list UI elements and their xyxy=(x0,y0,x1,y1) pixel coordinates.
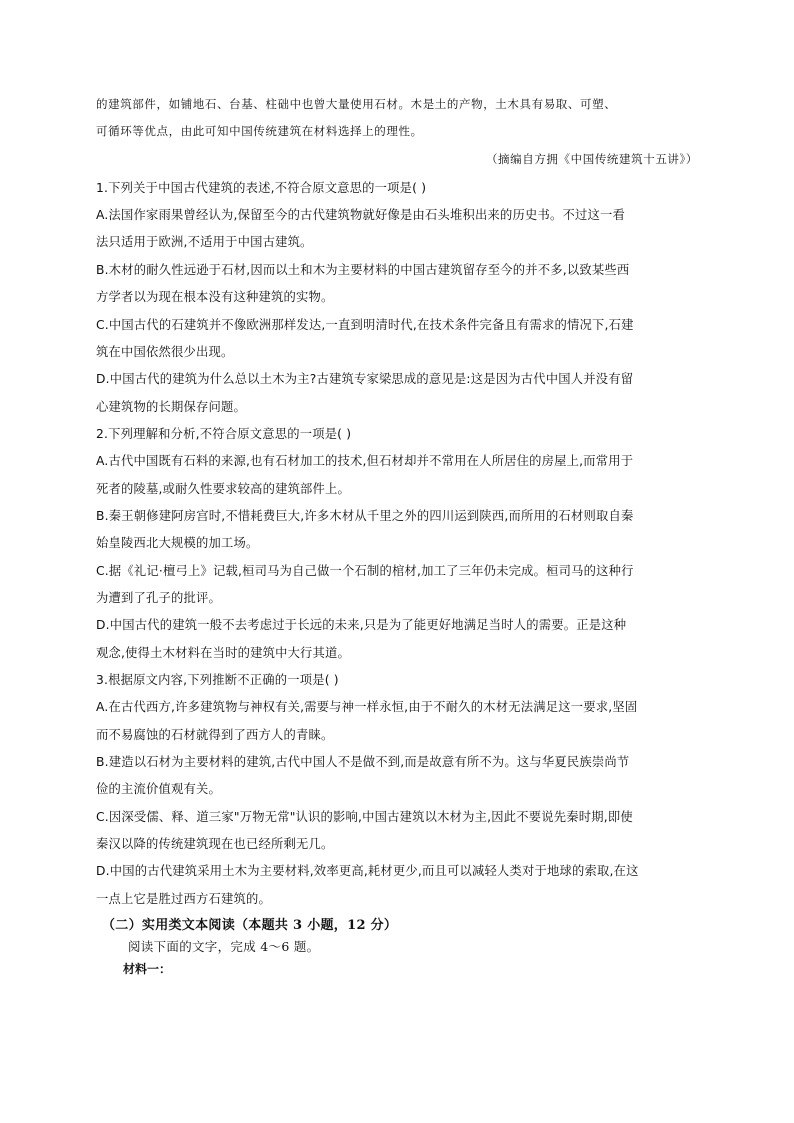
option-line: B.木材的耐久性远逊于石材,因而以土和木为主要材料的中国古建筑留存至今的并不多,以致某些西 xyxy=(96,263,630,277)
option-line: 俭的主流价值观有关。 xyxy=(96,782,221,796)
option-line: 秦汉以降的传统建筑现在也已经所剩无几。 xyxy=(96,837,334,851)
option-line: 法只适用于欧洲,不适用于中国古建筑。 xyxy=(96,235,313,249)
option-line: A.在古代西方,许多建筑物与神权有关,需要与神一样永恒,由于不耐久的木材无法满足这一要求,坚固 xyxy=(96,700,638,714)
option-line: B.秦王朝修建阿房宫时,不惜耗费巨大,许多木材从千里之外的四川运到陕西,而所用的石材则取自秦 xyxy=(96,509,634,523)
question-stem: 1.下列关于中国古代建筑的表述,不符合原文意思的一项是( ) xyxy=(96,181,427,195)
option-line: 观念,使得土木材料在当时的建筑中大行其道。 xyxy=(96,646,351,660)
material-label: 材料一： xyxy=(123,962,172,976)
section-heading: （二）实用类文本阅读（本题共 3 小题，12 分） xyxy=(102,918,398,933)
passage-line: 可循环等优点，由此可知中国传统建筑在材料选择上的理性。 xyxy=(96,124,423,138)
option-line: 方学者以为现在根本没有这种建筑的实物。 xyxy=(96,290,334,304)
passage-source: （摘编自方拥《中国传统建筑十五讲》） xyxy=(485,152,698,166)
option-line: C.据《礼记·檀弓上》记载,桓司马为自己做一个石制的棺材,加工了三年仍未完成。桓司马的这种行 xyxy=(96,564,634,578)
option-line: 死者的陵墓,或耐久性要求较高的建筑部件上。 xyxy=(96,482,351,496)
option-line: C.因深受儒、释、道三家"万物无常"认识的影响,中国古建筑以木材为主,因此不要说先秦时期,即使 xyxy=(96,810,633,824)
option-line: 一点上它是胜过西方石建筑的。 xyxy=(96,892,271,906)
section-instruction: 阅读下面的文字，完成 4～6 题。 xyxy=(128,939,320,954)
question-stem: 3.根据原文内容,下列推断不正确的一项是( ) xyxy=(96,673,339,687)
passage-line: 的建筑部件，如铺地石、台基、柱础中也曾大量使用石材。木是土的产物，土木具有易取、可塑、 xyxy=(96,97,617,111)
option-line: D.中国古代的建筑一般不去考虑过于长远的未来,只是为了能更好地满足当时人的需要。正是这种 xyxy=(96,618,627,632)
option-line: B.建造以石材为主要材料的建筑,古代中国人不是做不到,而是故意有所不为。这与华夏民族崇尚节 xyxy=(96,755,630,769)
option-line: 心建筑物的长期保存问题。 xyxy=(96,400,246,414)
option-line: 筑在中国依然很少出现。 xyxy=(96,345,234,359)
question-stem: 2.下列理解和分析,不符合原文意思的一项是( ) xyxy=(96,427,352,441)
option-line: 为遭到了孔子的批评。 xyxy=(96,591,221,605)
option-line: A.古代中国既有石料的来源,也有石材加工的技术,但石材却并不常用在人所居住的房屋上,而常用于 xyxy=(96,454,634,468)
option-line: D.中国的古代建筑采用土木为主要材料,效率更高,耗材更少,而且可以减轻人类对于地球的索取,在这 xyxy=(96,864,639,878)
option-line: 始皇陵西北大规模的加工场。 xyxy=(96,536,259,550)
option-line: D.中国古代的建筑为什么总以土木为主?古建筑专家梁思成的意见是:这是因为古代中国人并没有留 xyxy=(96,372,634,386)
option-line: C.中国古代的石建筑并不像欧洲那样发达,一直到明清时代,在技术条件完备且有需求的情况下,石建 xyxy=(96,318,634,332)
option-line: 而不易腐蚀的石材就得到了西方人的青睐。 xyxy=(96,728,334,742)
option-line: A.法国作家雨果曾经认为,保留至今的古代建筑物就好像是由石头堆积出来的历史书。不过这一看 xyxy=(96,208,625,222)
